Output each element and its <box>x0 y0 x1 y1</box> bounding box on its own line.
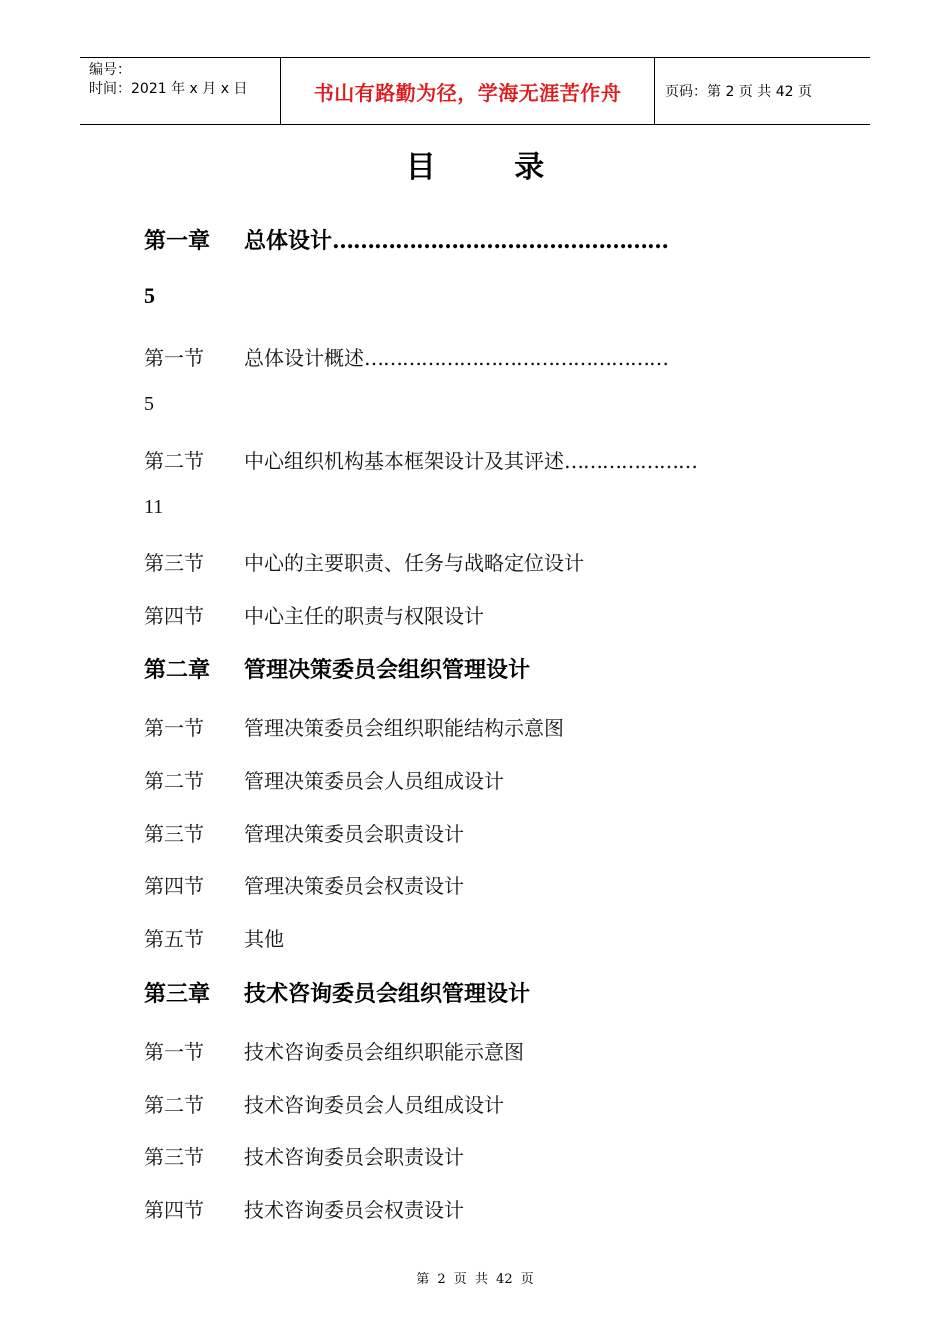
toc-section-2-2[interactable] <box>144 765 504 794</box>
toc-section-number: 第二节 <box>144 449 204 473</box>
toc-section-title: 管理决策委员会权责设计 <box>244 874 464 898</box>
toc-section-number: 第二节 <box>144 769 204 793</box>
toc-section-number: 第四节 <box>144 1198 204 1222</box>
toc-chapter-3[interactable] <box>144 977 530 1008</box>
toc-section-title: 技术咨询委员会职责设计 <box>244 1145 464 1169</box>
toc-chapter-number: 第二章 <box>144 657 211 683</box>
toc-section-number: 第一节 <box>144 1040 204 1064</box>
toc-section-title: 技术咨询委员会人员组成设计 <box>244 1093 504 1117</box>
toc-section-title: 中心组织机构基本框架设计及其评述 <box>244 449 564 473</box>
toc-section-number: 第三节 <box>144 551 204 575</box>
toc-section-1-2-page: 11 <box>144 496 164 518</box>
toc-leader: ………………… <box>564 449 697 473</box>
toc-chapter-title: 技术咨询委员会组织管理设计 <box>244 981 531 1007</box>
toc-section-title: 管理决策委员会组织职能结构示意图 <box>244 716 564 740</box>
toc-leader: ………………………………………… <box>364 346 668 370</box>
toc-leader: ………………………………………… <box>332 228 669 254</box>
toc-section-number: 第二节 <box>144 1093 204 1117</box>
toc-section-title: 中心的主要职责、任务与战略定位设计 <box>244 551 584 575</box>
toc-section-2-3[interactable] <box>144 818 464 847</box>
toc-section-2-5[interactable] <box>144 923 284 952</box>
toc-section-1-1-page: 5 <box>144 393 154 415</box>
header-meta <box>80 58 281 124</box>
toc-section-number: 第三节 <box>144 1145 204 1169</box>
toc-chapter-title: 管理决策委员会组织管理设计 <box>244 657 531 683</box>
toc-section-3-2[interactable] <box>144 1089 504 1118</box>
toc-chapter-title: 总体设计 <box>244 228 333 254</box>
toc-section-number: 第一节 <box>144 346 204 370</box>
toc-section-3-1[interactable] <box>144 1036 524 1065</box>
toc-section-number: 第一节 <box>144 716 204 740</box>
toc-section-title: 技术咨询委员会权责设计 <box>244 1198 464 1222</box>
toc-section-2-1[interactable] <box>144 712 564 741</box>
toc-section-1-2[interactable] <box>144 445 697 474</box>
toc-section-title: 管理决策委员会职责设计 <box>244 822 464 846</box>
toc-section-2-4[interactable] <box>144 870 464 899</box>
header-page-info: 页码：第 2 页 共 42 页 <box>665 84 812 100</box>
toc-section-title: 中心主任的职责与权限设计 <box>244 604 484 628</box>
toc-section-1-1[interactable] <box>144 342 668 371</box>
header-motto: 书山有路勤为径，学海无涯苦作舟 <box>281 58 655 124</box>
toc-section-number: 第四节 <box>144 604 204 628</box>
toc-chapter-2[interactable] <box>144 653 530 684</box>
document-number-label: 编号： <box>89 62 131 78</box>
toc-section-number: 第五节 <box>144 927 204 951</box>
toc-chapter-number: 第一章 <box>144 228 211 254</box>
page-header <box>80 57 870 125</box>
toc-chapter-number: 第三章 <box>144 981 211 1007</box>
toc-section-3-4[interactable] <box>144 1194 464 1223</box>
toc-section-1-3[interactable] <box>144 547 584 576</box>
toc-section-3-3[interactable] <box>144 1141 464 1170</box>
toc-section-1-4[interactable] <box>144 600 484 629</box>
toc-section-title: 技术咨询委员会组织职能示意图 <box>244 1040 524 1064</box>
toc-chapter-1[interactable] <box>144 224 668 255</box>
toc-section-title: 其他 <box>244 927 284 951</box>
page-title: 目 录 <box>405 150 579 185</box>
toc-section-title: 管理决策委员会人员组成设计 <box>244 769 504 793</box>
page-footer: 第 2 页 共 42 页 <box>416 1272 534 1287</box>
toc-section-number: 第三节 <box>144 822 204 846</box>
document-time-label: 时间：2021 年 x 月 x 日 <box>89 81 248 97</box>
toc-chapter-1-page: 5 <box>144 283 155 308</box>
toc-section-title: 总体设计概述 <box>244 346 364 370</box>
toc-section-number: 第四节 <box>144 874 204 898</box>
